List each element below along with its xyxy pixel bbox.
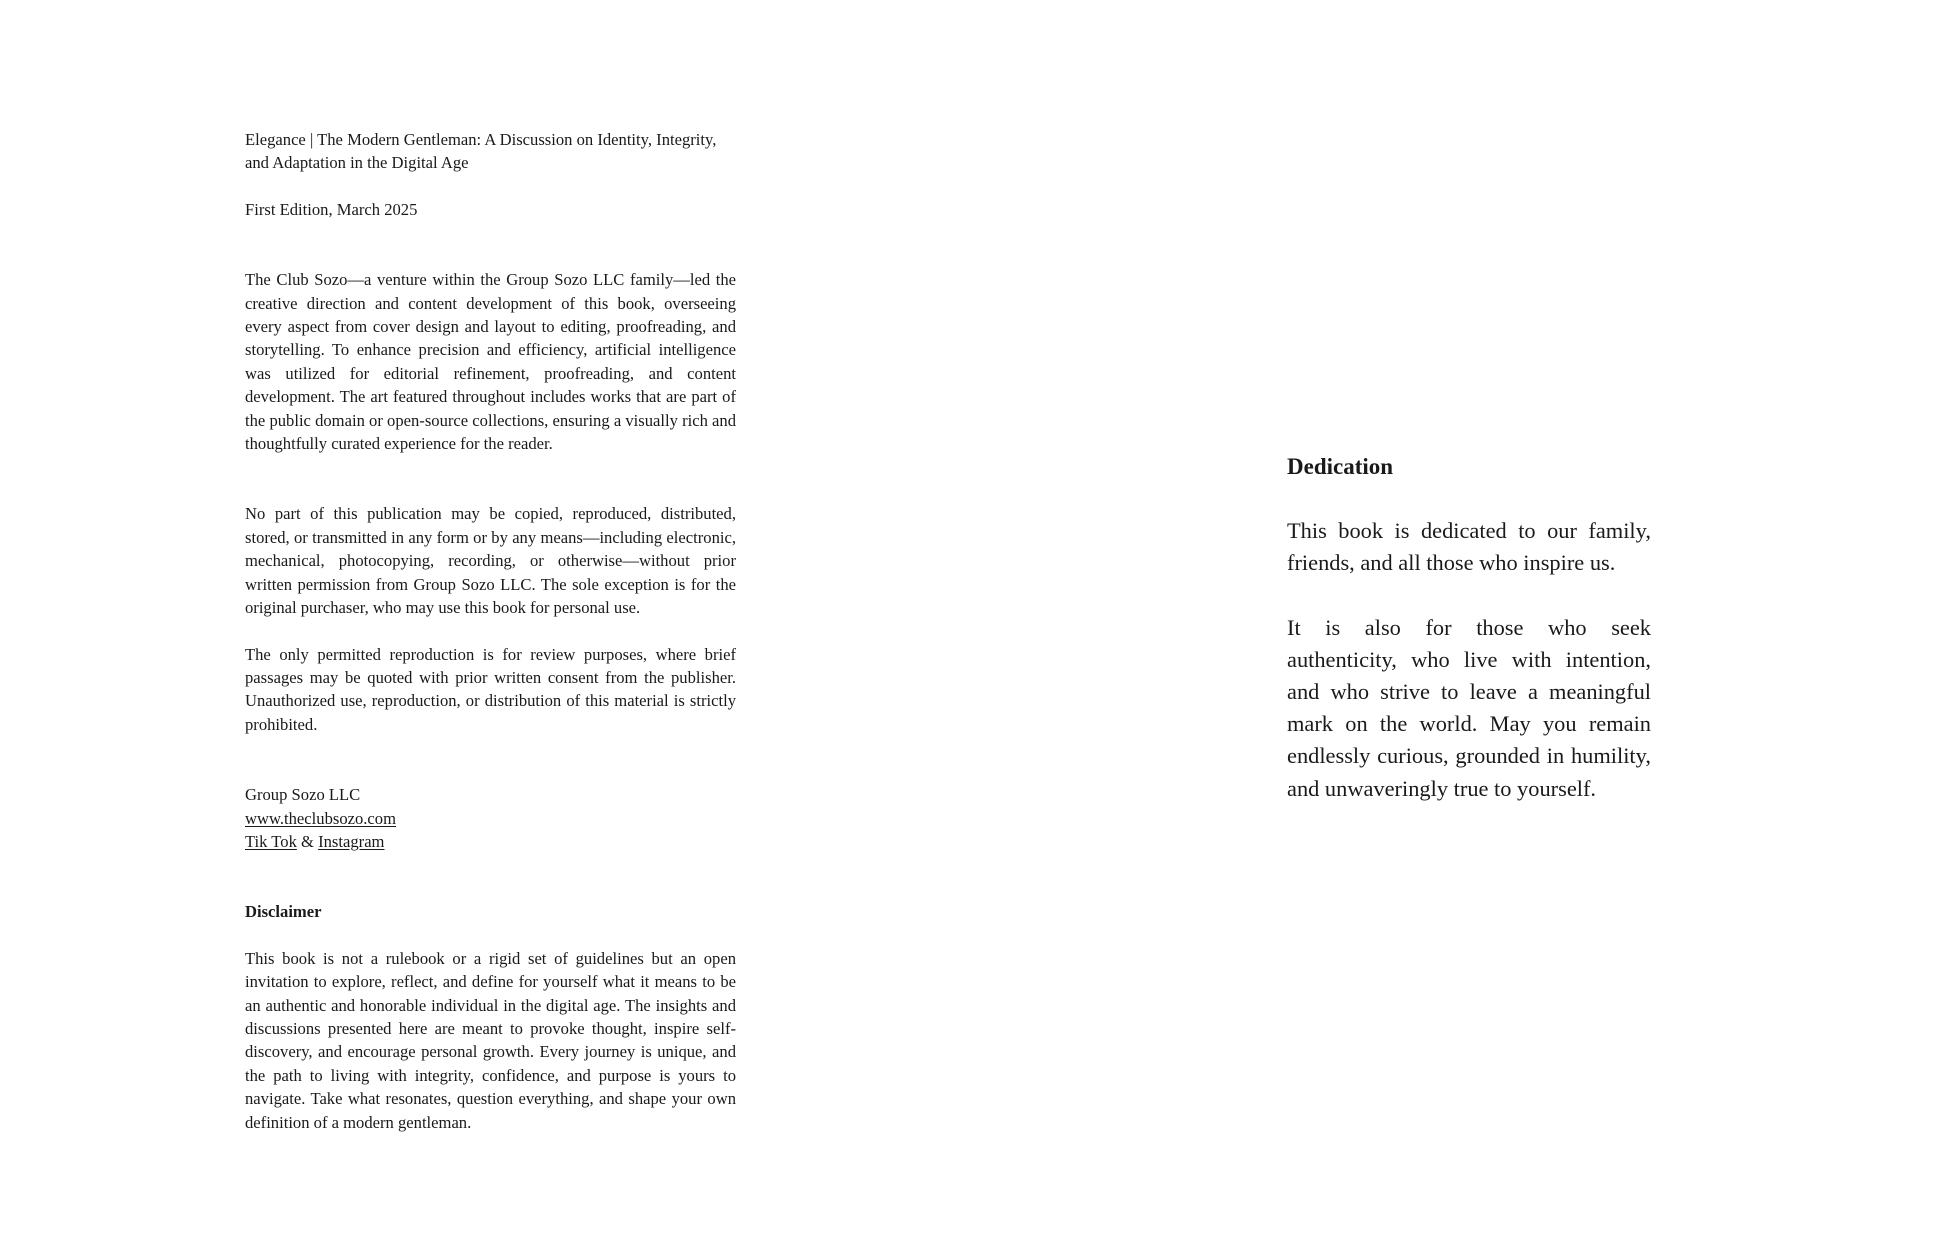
social-links: [245, 830, 736, 853]
edition-line: First Edition, March 2025: [245, 199, 418, 219]
tiktok-link[interactable]: Tik Tok: [245, 831, 297, 851]
social-separator: &: [296, 831, 319, 851]
book-title: Elegance | The Modern Gentleman: A Discussion on Identity, Integrity, and Adaptation in the Digital Age: [245, 130, 717, 173]
disclaimer-paragraph: This book is not a rulebook or a rigid set of guidelines but an open invitation to explore, reflect, and define for yourself what it means to be an authentic and honorable individual in the digital age. The insights and discussions presented here are meant to provoke thought, inspire self-discovery, and encourage personal growth. Every journey is unique, and the path to living with integrity, confidence, and purpose is yours to navigate. Take what resonates, question everything, and shape your own definition of a modern gentleman.: [245, 948, 736, 1132]
rights-paragraph: No part of this publication may be copied, reproduced, distributed, stored, or transmitted in any form or by any means—including electronic, mechanical, photocopying, recording, or otherwise—without prior written permission from Group Sozo LLC. The sole exception is for the original purchaser, who may use this book for personal use.: [245, 504, 736, 618]
copyright-page: [245, 128, 736, 1134]
dedication-heading: Dedication: [1287, 454, 1394, 479]
website-link[interactable]: www.theclubsozo.com: [245, 808, 396, 828]
publisher-name: Group Sozo LLC: [245, 785, 361, 805]
reproduction-paragraph: The only permitted reproduction is for review purposes, where brief passages may be quoted with prior written consent from the publisher. Unauthorized use, reproduction, or distribution of this material is strictly prohibited.: [245, 644, 736, 734]
dedication-paragraph-2: It is also for those who seek authenticity, who live with intention, and who strive to leave a meaningful mark on the world. May you remain endlessly curious, grounded in humility, and unwaveringly true to yourself.: [1287, 614, 1651, 801]
disclaimer-heading: Disclaimer: [245, 902, 322, 922]
dedication-page: [1287, 451, 1651, 805]
dedication-paragraph-1: This book is dedicated to our family, friends, and all those who inspire us.: [1287, 518, 1651, 576]
credits-paragraph: The Club Sozo—a venture within the Group Sozo LLC family—led the creative direction and content development of this book, overseeing every aspect from cover design and layout to editing, proofreading, and storytelling. To enhance precision and efficiency, artificial intelligence was utilized for editorial refinement, proofreading, and content development. The art featured throughout includes works that are part of the public domain or open-source collections, ensuring a visually rich and thoughtfully curated experience for the reader.: [245, 270, 736, 454]
publisher-block: [245, 783, 736, 853]
instagram-link[interactable]: Instagram: [318, 831, 385, 851]
